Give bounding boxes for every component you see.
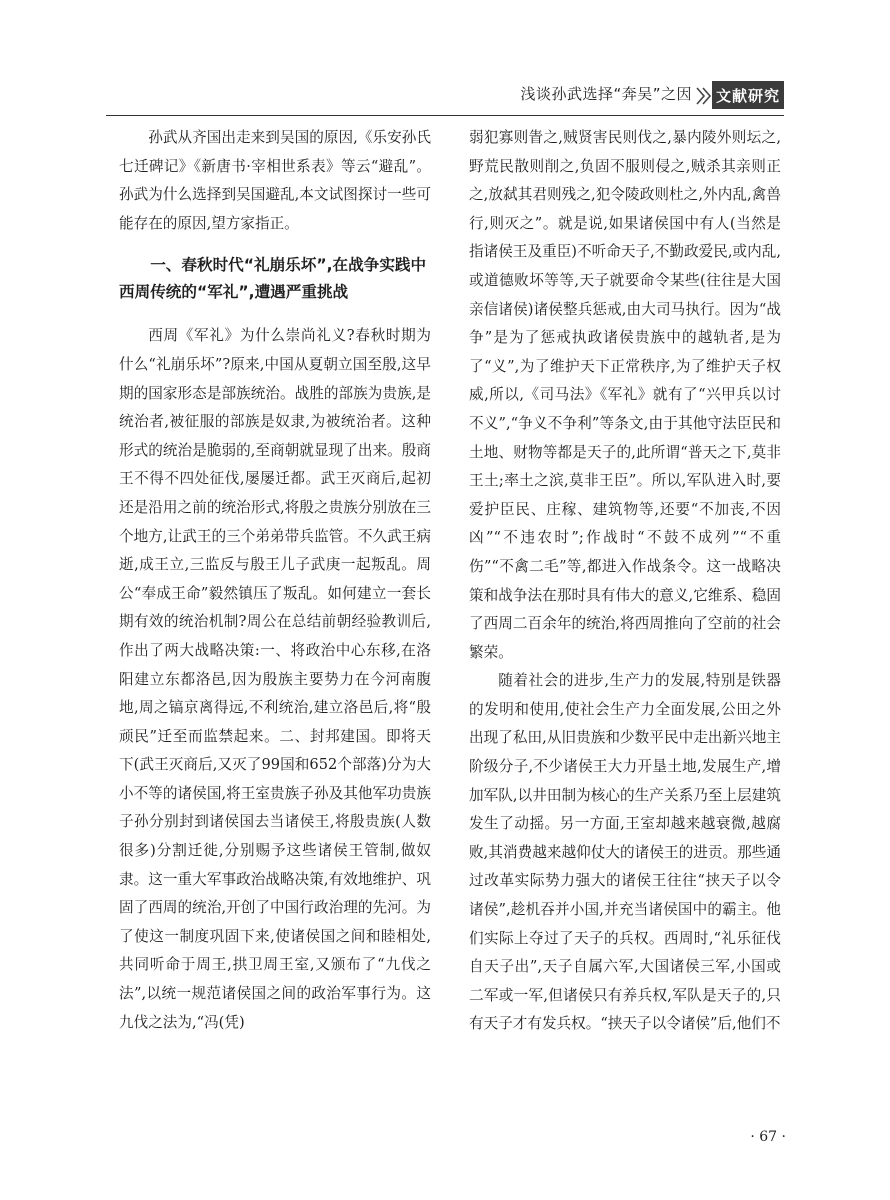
continued-paragraph: 弱犯寡则眚之,贼贤害民则伐之,暴内陵外则坛之,野荒民散则削之,负固不服则侵之,贼杀其亲则正之,放弑其君则残之,犯令陵政则杜之,外内乱,禽兽行,则灭之”。就是说,如果诸侯国中有人(当然是指诸侯王及重臣)不听命天子,不勤政爱民,或内乱,或道德败坏等等,天子就要命令某些(往往是大国亲信诸侯)诸侯整兵惩戒,由大司马执行。因为“战争”是为了惩戒执政诸侯贵族中的越轨者,是为了“义”,为了维护天下正常秩序,为了维护天子权威,所以,《司马法》《军礼》就有了“兴甲兵以讨不义”,“争义不争利”等条文,由于其他守法臣民和土地、财物等都是天子的,此所谓“普天之下,莫非王土;率土之滨,莫非王臣”。所以,军队进入时,要爱护臣民、庄稼、建筑物等,还要“不加丧,不因凶”“不违农时”;作战时“不鼓不成列”“不重伤”“不禽二毛”等,都进入作战条令。这一战略决策和战争法在那时具有伟大的意义,它维系、稳固了西周二百余年的统治,将西周推向了空前的社会繁荣。 bbox=[469, 129, 781, 661]
article-title: 浅谈孙武选择“奔吴”之因 bbox=[520, 85, 692, 103]
section-tag: 文献研究 bbox=[712, 81, 784, 109]
section-heading: 一、春秋时代“礼崩乐坏”,在战争实践中西周传统的“军礼”,遭遇严重挑战 bbox=[119, 256, 427, 302]
body-paragraph: 西周《军礼》为什么崇尚礼义?春秋时期为什么“礼崩乐坏”?原来,中国从夏朝立国至殷,这早期的国家形态是部族统治。战胜的部族为贵族,是统治者,被征服的部族是奴隶,为被统治者。这种形式的统治是脆弱的,至商朝就显现了出来。殷商王不得不四处征伐,屡屡迁都。武王灭商后,起初还是沿用之前的统治形式,将殷之贵族分别放在三个地方,让武王的三个弟弟带兵监管。不久武王病逝,成王立,三监反与殷王儿子武庚一起叛乱。周公“奉成王命”毅然镇压了叛乱。如何建立一套长期有效的统治机制?周公在总结前朝经验教训后,作出了两大战略决策:一、将政治中心东移,在洛阳建立东都洛邑,因为殷族主要势力在今河南腹地,周之镐京离得远,不利统治,建立洛邑后,将“殷顽民”迁至而监禁起来。二、封邦建国。即将天下(武王灭商后,又灭了99国和652个部落)分为大小不等的诸侯国,将王室贵族子孙及其他军功贵族子孙分别封到诸侯国去当诸侯王,将殷贵族(人数很多)分割迁徙,分别赐予这些诸侯王管制,做奴隶。这一重大军事政治战略决策,有效地维护、巩固了西周的统治,开创了中国行政治理的先河。为了使这一制度巩固下来,使诸侯国之间和睦相处,共同听命于周王,拱卫周王室,又颁布了“九伐之法”,以统一规范诸侯国之间的政治军事行为。这九伐之法为,“冯(凭) bbox=[119, 327, 431, 1031]
page-number: · 67 · bbox=[750, 1129, 786, 1145]
header-rule bbox=[106, 115, 784, 116]
intro-paragraph: 孙武从齐国出走来到吴国的原因,《乐安孙氏七迁碑记》《新唐书·宰相世系表》等云“避乱”。孙武为什么选择到吴国避乱,本文试图探讨一些可能存在的原因,望方家指正。 bbox=[119, 129, 431, 232]
body-paragraph-2: 随着社会的进步,生产力的发展,特别是铁器的发明和使用,使社会生产力全面发展,公田之外出现了私田,从旧贵族和少数平民中走出新兴地主阶级分子,不少诸侯王大力开垦土地,发展生产,增加军队,以井田制为核心的生产关系乃至上层建筑发生了动摇。另一方面,王室却越来越衰微,越腐败,其消费越来越仰仗大的诸侯王的进贡。那些通过改革实际势力强大的诸侯王往往“挟天子以令诸侯”,趁机吞并小国,并充当诸侯国中的霸主。他们实际上夺过了天子的兵权。西周时,“礼乐征伐自天子出”,天子自属六军,大国诸侯三军,小国或二军或一军,但诸侯只有养兵权,军队是天子的,只有天子才有发兵权。“挟天子以令诸侯”后,他们不 bbox=[469, 672, 781, 1033]
double-chevron-icon bbox=[694, 86, 714, 106]
right-column bbox=[469, 124, 781, 1039]
running-header bbox=[0, 76, 890, 116]
left-column bbox=[119, 124, 431, 1037]
